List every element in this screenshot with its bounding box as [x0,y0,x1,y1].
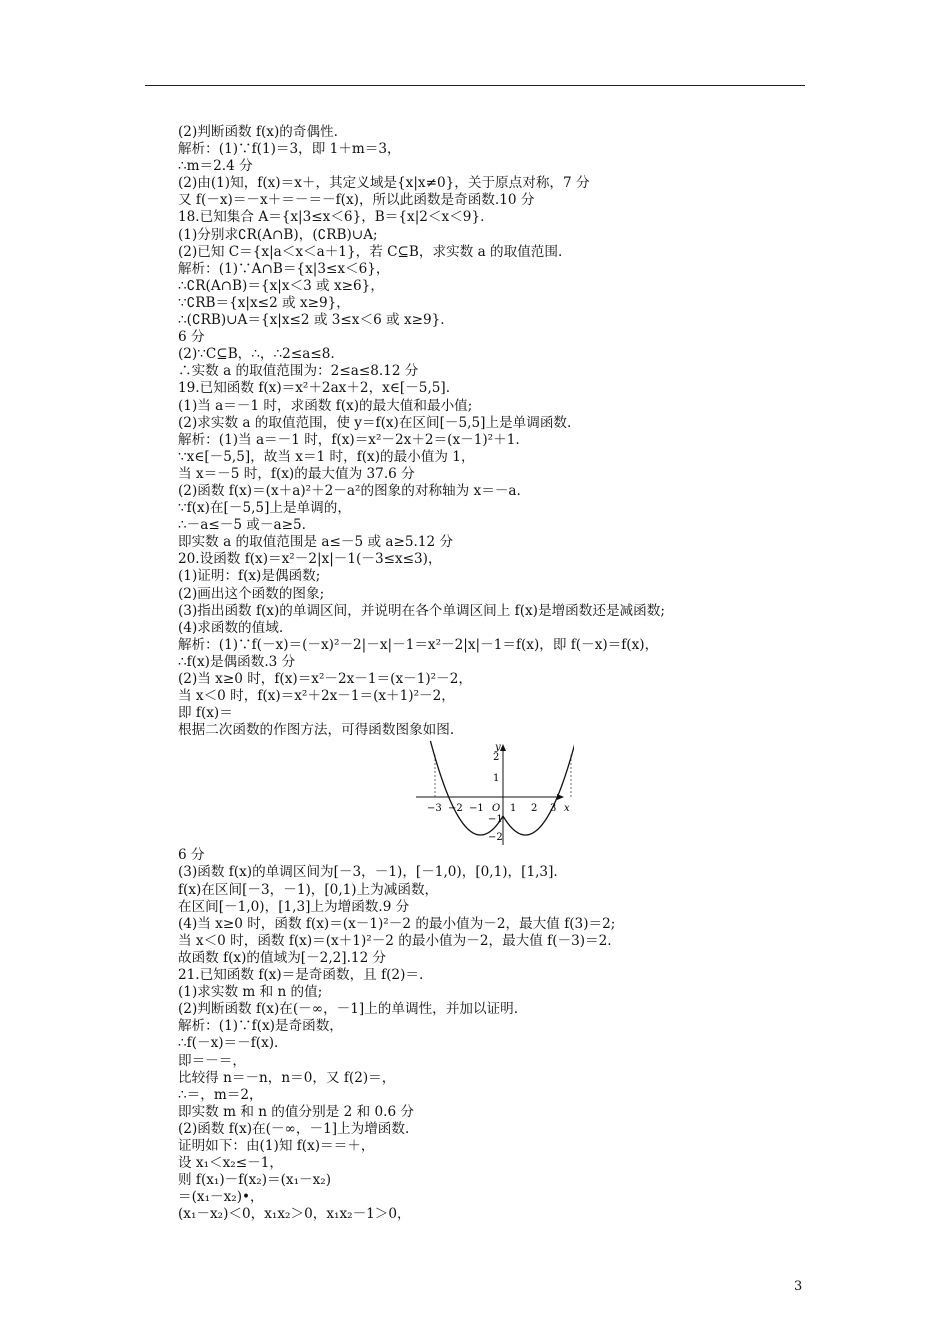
text-line: 又 f(－x)＝－x＋＝－＝－f(x)，所以此函数是奇函数.10 分 [178,192,535,209]
text-line: 6 分 [178,847,205,864]
text-line: ∴f(－x)＝－f(x). [178,1035,279,1052]
x-tick-label: 2 [531,803,538,815]
text-line: (1)证明：f(x)是偶函数; [178,568,321,585]
function-graph-figure [178,741,808,847]
x-tick-label: −3 [427,803,442,815]
text-line: 即实数 m 和 n 的值分别是 2 和 0.6 分 [178,1103,415,1120]
text-line: 在区间[－1,0)，[1,3]上为增函数.9 分 [178,898,410,915]
text-line: (x₁－x₂)＜0，x₁x₂＞0，x₁x₂－1＞0， [178,1206,411,1223]
text-line: (2)画出这个函数的图象; [178,585,325,602]
text-line: 6 分 [178,329,205,346]
text-block-before-figure [178,124,808,739]
text-line: 即 f(x)＝ [178,705,233,722]
text-line: ＝(x₁－x₂)•， [178,1189,264,1206]
origin-label: O [492,803,501,815]
y-tick-label: 1 [493,773,500,785]
text-line: (2)已知 C＝{x|a＜x＜a＋1}，若 C⊆B，求实数 a 的取值范围. [178,243,563,260]
text-line: 18.已知集合 A＝{x|3≤x＜6}，B＝{x|2＜x＜9}. [178,209,485,226]
text-line: 解析：(1)当 a＝－1 时，f(x)＝x²－2x＋2＝(x－1)²＋1. [178,431,520,448]
text-line: (3)函数 f(x)的单调区间为[－3，－1)，[－1,0)，[0,1)，[1,3]. [178,864,558,881]
y-tick-label: 2 [493,752,500,764]
text-line: (2)由(1)知，f(x)＝x＋，其定义域是{x|x≠0}，关于原点对称，7 分 [178,175,590,192]
document-body [178,124,808,1223]
text-line: ∴m＝2.4 分 [178,158,253,175]
text-line: (1)分别求∁R(A∩B)，(∁RB)∪A; [178,226,378,243]
y-tick-label: −1 [488,814,503,826]
text-line: (2)函数 f(x)＝(x＋a)²＋2－a²的图象的对称轴为 x＝－a. [178,482,521,499]
text-line: (2)∵C⊆B，∴，∴2≤a≤8. [178,346,335,363]
function-graph [414,741,574,845]
x-axis-label: x [564,803,570,815]
text-line: (2)当 x≥0 时，f(x)＝x²－2x－1＝(x－1)²－2， [178,671,472,687]
text-line: 证明如下：由(1)知 f(x)＝＝＋， [178,1137,375,1154]
text-line: ∵x∈[－5,5]，故当 x＝1 时，f(x)的最小值为 1， [178,448,475,465]
text-line: 则 f(x₁)－f(x₂)＝(x₁－x₂) [178,1172,332,1189]
text-line: (2)函数 f(x)在(－∞，－1]上为增函数. [178,1120,410,1137]
text-line: (2)判断函数 f(x)在(－∞，－1]上的单调性，并加以证明. [178,1001,519,1018]
text-line: f(x)在区间[－3，－1)，[0,1)上为减函数， [178,881,439,898]
text-line: 19.已知函数 f(x)＝x²＋2ax＋2，x∈[－5,5]. [178,380,451,397]
text-line: 根据二次函数的作图方法，可得函数图象如图. [178,722,455,739]
header-rule [145,85,805,86]
text-line: 21.已知函数 f(x)＝是奇函数，且 f(2)＝. [178,967,424,984]
text-line: 解析：(1)∵A∩B＝{x|3≤x＜6}， [178,260,390,277]
x-tick-label: −2 [448,803,463,815]
y-axis-arrow [500,744,506,751]
y-axis-label: y [495,742,501,754]
text-line: ∴－a≤－5 或－a≥5. [178,517,306,534]
text-line: (1)当 a＝－1 时，求函数 f(x)的最大值和最小值; [178,397,473,414]
text-line: (1)求实数 m 和 n 的值; [178,984,323,1001]
text-block-after-figure [178,847,808,1223]
text-line: 解析：(1)∵f(－x)＝(－x)²－2|－x|－1＝x²－2|x|－1＝f(x)，即 f(－x)＝f(x)， [178,636,659,653]
text-line: ∴(∁RB)∪A＝{x|x≤2 或 3≤x＜6 或 x≥9}. [178,312,445,329]
page-number: 3 [794,1279,803,1294]
text-line: (2)求实数 a 的取值范围，使 y＝f(x)在区间[－5,5]上是单调函数. [178,414,572,431]
text-line: 即实数 a 的取值范围是 a≤－5 或 a≥5.12 分 [178,534,454,551]
text-line: 解析：(1)∵f(x)是奇函数， [178,1018,343,1035]
text-line: 故函数 f(x)的值域为[－2,2].12 分 [178,949,387,966]
text-line: 即＝－＝， [178,1052,246,1069]
y-tick-label: −2 [488,832,503,844]
text-line: ∴f(x)是偶函数.3 分 [178,653,296,670]
text-line: ∴∁R(A∩B)＝{x|x＜3 或 x≥6}， [178,277,384,294]
x-tick-label: −1 [469,803,484,815]
text-line: 当 x＜0 时，f(x)＝x²＋2x－1＝(x＋1)²－2， [178,688,455,705]
text-line: ∴实数 a 的取值范围为：2≤a≤8.12 分 [178,363,419,380]
text-line: ∵f(x)在[－5,5]上是单调的， [178,500,351,517]
text-line: ∵∁RB＝{x|x≤2 或 x≥9}， [178,294,350,311]
x-tick-label: 1 [510,803,517,815]
text-line: 比较得 n＝－n，n＝0，又 f(2)＝， [178,1069,396,1086]
text-line: (3)指出函数 f(x)的单调区间，并说明在各个单调区间上 f(x)是增函数还是减函数; [178,602,665,619]
text-line: 设 x₁＜x₂≤－1， [178,1155,283,1172]
text-line: (2)判断函数 f(x)的奇偶性. [178,124,338,140]
text-line: ∴＝，m＝2， [178,1086,263,1103]
text-line: (4)当 x≥0 时，函数 f(x)＝(x－1)²－2 的最小值为－2，最大值 f(3)＝2; [178,915,616,932]
x-tick-label: 3 [550,803,557,815]
text-line: 20.设函数 f(x)＝x²－2|x|－1(－3≤x≤3)， [178,551,442,568]
text-line: 当 x＜0 时，函数 f(x)＝(x＋1)²－2 的最小值为－2，最大值 f(－3)＝2. [178,932,612,949]
text-line: 解析：(1)∵f(1)＝3，即 1＋m＝3， [178,141,401,158]
text-line: 当 x＝－5 时，f(x)的最大值为 37.6 分 [178,465,415,482]
text-line: (4)求函数的值域. [178,619,284,636]
